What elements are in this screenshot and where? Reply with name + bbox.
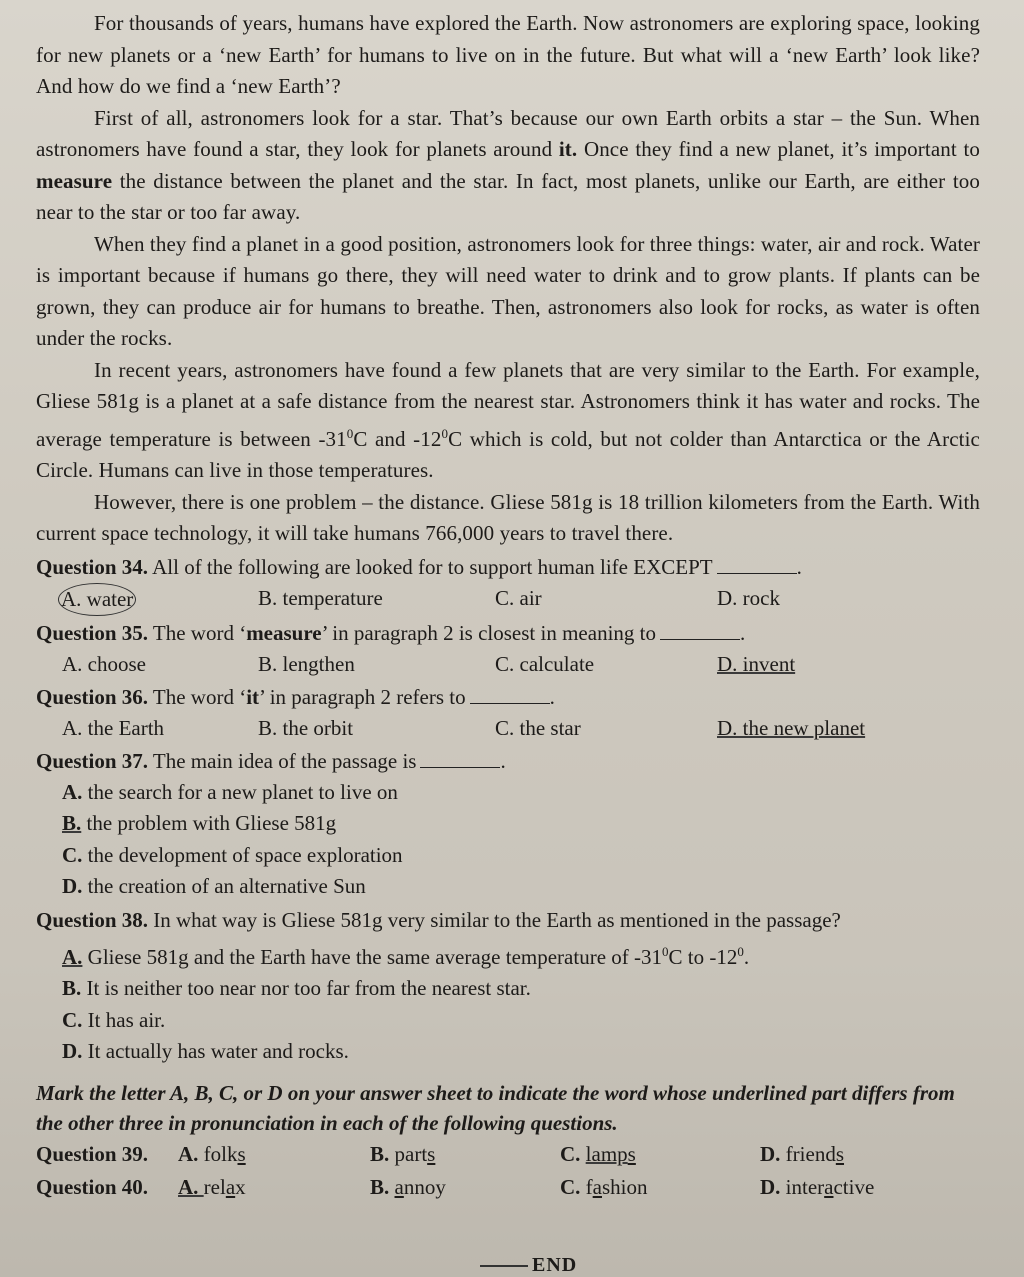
option-c[interactable] xyxy=(560,1171,760,1204)
option-letter: D. xyxy=(760,1174,786,1199)
option-text: f xyxy=(585,1174,593,1199)
question-35 xyxy=(36,618,980,649)
answer-blank xyxy=(420,749,500,768)
period: . xyxy=(549,684,555,709)
option-letter: C. xyxy=(560,1174,586,1199)
paragraph-5 xyxy=(36,487,980,550)
option-text: A. choose xyxy=(62,651,146,676)
question-number: Question 38. xyxy=(36,907,149,932)
question-text: All of the following are looked for to support human life EXCEPT xyxy=(148,554,713,579)
marked-option-letter: A. xyxy=(178,1174,204,1199)
degree-mark: 0 xyxy=(662,943,669,959)
question-number: Question 40. xyxy=(36,1174,149,1199)
paragraph-2-text-a: First of all, astronomers look for a star. That’s because our own Earth orbits a star – the Sun. When astronomers have found a star, they look for planets around xyxy=(36,105,980,161)
option-letter: D. xyxy=(62,1039,83,1063)
option-text: part xyxy=(394,1141,428,1166)
degree-mark: 0 xyxy=(737,943,744,959)
option-text: A. the Earth xyxy=(62,715,165,740)
option-d[interactable] xyxy=(760,1171,874,1204)
paragraph-2 xyxy=(36,103,980,229)
answer-blank xyxy=(660,621,740,640)
option-text: friend xyxy=(785,1141,836,1166)
underlined-part: a xyxy=(592,1174,602,1199)
option-text: folk xyxy=(203,1141,238,1166)
highlight-it: it. xyxy=(558,137,578,161)
option-letter: A. xyxy=(178,1141,204,1166)
question-35-options xyxy=(36,649,980,680)
option-letter: B. xyxy=(370,1141,395,1166)
option-text: Gliese 581g and the Earth have the same average temperature of -31 xyxy=(82,944,663,969)
question-number: Question 35. xyxy=(36,620,149,645)
option-c[interactable] xyxy=(495,649,717,680)
option-text: the problem with Gliese 581g xyxy=(81,811,337,835)
question-36-options xyxy=(36,713,980,744)
option-letter: C. xyxy=(62,1007,83,1032)
question-37 xyxy=(36,746,980,777)
question-text: The main idea of the passage is xyxy=(148,748,417,773)
option-text: lamp xyxy=(585,1141,628,1166)
option-text: inter xyxy=(785,1174,825,1199)
degree-mark: 0 xyxy=(346,425,354,441)
marked-option-text: D. the new planet xyxy=(717,715,866,740)
option-letter: B. xyxy=(370,1174,395,1199)
question-number: Question 39. xyxy=(36,1141,149,1166)
option-text: the search for a new planet to live on xyxy=(82,779,398,804)
option-b[interactable] xyxy=(36,973,980,1005)
paragraph-4-text-c: C which is cold, but not colder than Antarctica or the Arctic Circle. Humans can live in those temperatures. xyxy=(36,426,980,482)
option-text: It has air. xyxy=(82,1007,166,1032)
option-c[interactable] xyxy=(36,1005,980,1037)
option-text: x xyxy=(235,1174,246,1199)
paragraph-4-text-a: In recent years, astronomers have found a few planets that are very similar to the Earth. For example, Gliese 581g is a planet at a safe distance from the nearest star. Astronomers think it has water and rocks. The average temperature is between -31 xyxy=(36,357,980,451)
end-rule xyxy=(480,1265,528,1267)
option-letter: D. xyxy=(62,874,83,898)
marked-option-letter: A. xyxy=(62,944,83,969)
answer-blank xyxy=(470,685,550,704)
option-text: the creation of an alternative Sun xyxy=(82,874,366,898)
paragraph-4 xyxy=(36,355,980,487)
underlined-part: a xyxy=(824,1174,834,1199)
circled-option-text: A. water xyxy=(58,583,136,616)
paragraph-3-text: When they find a planet in a good position, astronomers look for three things: water, air and rock. Water is important because if humans go there, they will need water to drink and to grow plants. If plants can be grown, they can produce air for humans to breathe. Then, astronomers also look for rocks, as water is often under the rocks. xyxy=(36,231,980,350)
option-letter: B. xyxy=(62,976,82,1000)
period: . xyxy=(796,554,802,579)
section-instruction: Mark the letter A, B, C, or D on your answer sheet to indicate the word whose underlined part differs from the other three in pronunciation in each of the following questions. xyxy=(36,1080,955,1135)
option-d[interactable] xyxy=(717,583,780,616)
question-keyword: measure xyxy=(246,620,322,645)
underlined-part: a xyxy=(225,1174,236,1199)
underlined-part: a xyxy=(394,1174,404,1199)
option-text: C. air xyxy=(495,585,542,610)
option-letter: A. xyxy=(62,779,83,804)
option-text: B. lengthen xyxy=(258,651,355,676)
period: . xyxy=(739,620,746,645)
question-34-options xyxy=(36,583,980,616)
period: . xyxy=(500,748,506,773)
option-text: C to -12 xyxy=(668,944,738,969)
paragraph-2-text-c: the distance between the planet and the star. In fact, most planets, unlike our Earth, are either too near to the star or too far away. xyxy=(36,168,980,224)
worksheet xyxy=(36,8,980,1204)
underlined-part: s xyxy=(427,1141,436,1166)
option-a[interactable] xyxy=(36,936,980,974)
option-text: B. temperature xyxy=(258,585,383,610)
option-b[interactable] xyxy=(36,808,980,840)
option-a[interactable] xyxy=(178,1138,370,1171)
option-b[interactable] xyxy=(258,649,495,680)
option-letter: C. xyxy=(62,842,83,867)
question-39 xyxy=(36,1138,980,1171)
option-text: B. the orbit xyxy=(258,715,354,740)
underlined-part: s xyxy=(237,1141,246,1166)
paragraph-3 xyxy=(36,229,980,355)
degree-mark: 0 xyxy=(441,425,449,441)
option-b[interactable] xyxy=(258,583,495,616)
marked-option-text: D. invent xyxy=(717,651,796,676)
end-text: END xyxy=(532,1254,578,1276)
highlight-measure: measure xyxy=(36,168,113,193)
option-text: It actually has water and rocks. xyxy=(82,1039,349,1063)
end-marker xyxy=(480,1254,577,1277)
option-d[interactable] xyxy=(717,713,865,744)
question-36 xyxy=(36,682,980,713)
option-c[interactable] xyxy=(495,713,717,744)
option-text: ctive xyxy=(833,1174,875,1199)
option-text: shion xyxy=(602,1174,648,1199)
option-text: nnoy xyxy=(403,1174,446,1199)
question-text: ’ in paragraph 2 is closest in meaning to xyxy=(321,620,656,645)
paragraph-4-text-b: C and -12 xyxy=(353,426,442,451)
paragraph-2-text-b: Once they find a new planet, it’s important to xyxy=(577,137,980,161)
answer-blank xyxy=(717,555,797,574)
question-40 xyxy=(36,1171,980,1204)
option-b[interactable] xyxy=(370,1138,560,1171)
option-d[interactable] xyxy=(36,871,980,903)
option-d[interactable] xyxy=(36,1036,980,1068)
question-number: Question 37. xyxy=(36,748,149,773)
option-c[interactable] xyxy=(495,583,717,616)
option-text: D. rock xyxy=(717,585,780,610)
option-a[interactable] xyxy=(178,1171,370,1204)
paragraph-1 xyxy=(36,8,980,103)
marked-option-letter: B. xyxy=(62,811,82,835)
option-text: C. the star xyxy=(495,715,581,740)
question-text: The word ‘ xyxy=(148,684,247,709)
question-38 xyxy=(36,905,980,936)
option-text: It is neither too near nor too far from the nearest star. xyxy=(81,976,531,1000)
option-d[interactable] xyxy=(760,1138,844,1171)
option-c[interactable] xyxy=(36,840,980,872)
option-text: . xyxy=(743,944,750,969)
option-b[interactable] xyxy=(370,1171,560,1204)
option-a[interactable] xyxy=(36,777,980,809)
option-text: the development of space exploration xyxy=(82,842,403,867)
question-number: Question 34. xyxy=(36,554,149,579)
option-a[interactable] xyxy=(62,713,258,744)
option-text: C. calculate xyxy=(495,651,595,676)
question-text: ’ in paragraph 2 refers to xyxy=(259,684,466,709)
underlined-part: s xyxy=(835,1141,845,1166)
option-a[interactable] xyxy=(62,649,258,680)
paragraph-5-text: However, there is one problem – the distance. Gliese 581g is 18 trillion kilometers from the Earth. With current space technology, it will take humans 766,000 years to travel there. xyxy=(36,489,980,545)
question-text: The word ‘ xyxy=(148,620,247,645)
option-d[interactable] xyxy=(717,649,795,680)
question-number: Question 36. xyxy=(36,684,149,709)
paragraph-1-text: For thousands of years, humans have explored the Earth. Now astronomers are exploring space, looking for new planets or a ‘new Earth’ for humans to live on in the future. But what will a ‘new Earth’ look like? And how do we find a ‘new Earth’? xyxy=(36,11,980,98)
underlined-part: s xyxy=(627,1141,636,1166)
question-keyword: it xyxy=(246,684,260,709)
option-a[interactable] xyxy=(62,583,258,616)
option-letter: C. xyxy=(560,1141,586,1166)
option-c[interactable] xyxy=(560,1138,760,1171)
option-text: rel xyxy=(203,1174,226,1199)
question-34 xyxy=(36,552,980,583)
option-letter: D. xyxy=(760,1141,786,1166)
question-text: In what way is Gliese 581g very similar to the Earth as mentioned in the passage? xyxy=(148,907,841,932)
option-b[interactable] xyxy=(258,713,495,744)
